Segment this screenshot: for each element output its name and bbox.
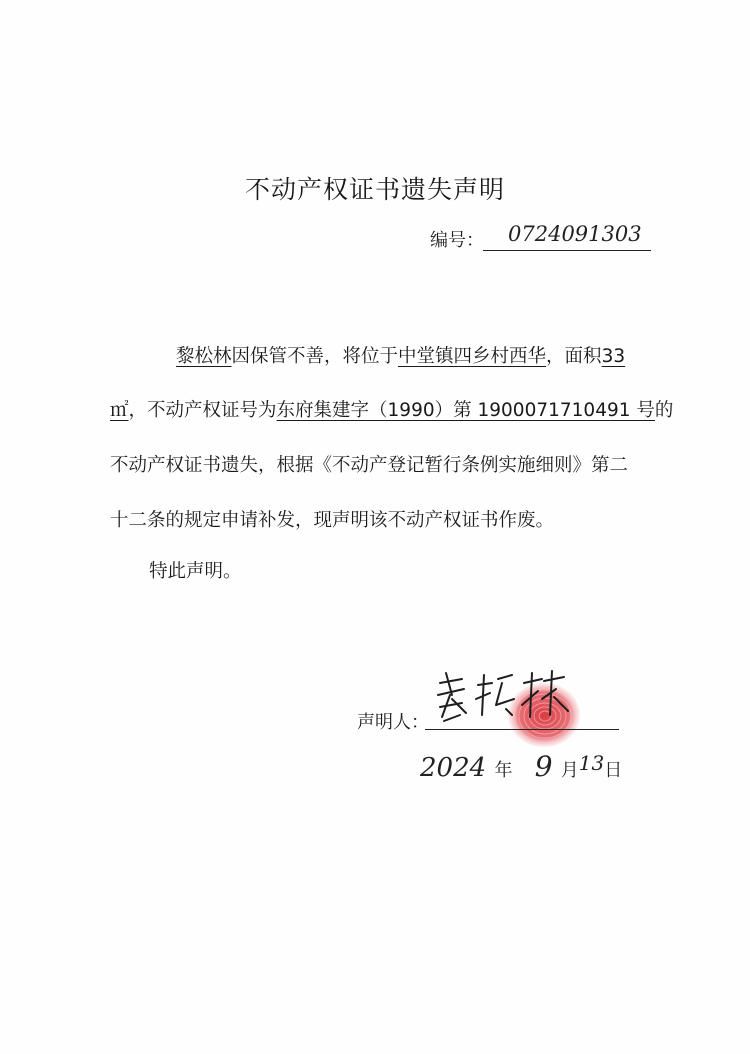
certificate-number: 东府集建字（1990）第 1900071710491 号 bbox=[276, 400, 655, 421]
declarant-label: 声明人： bbox=[357, 712, 429, 733]
date-year-unit: 年 bbox=[494, 760, 513, 781]
body-line-2 bbox=[110, 396, 673, 422]
body-text: 的 bbox=[654, 400, 674, 421]
property-area: 33 bbox=[601, 346, 626, 367]
serial-label: 编号： bbox=[430, 230, 484, 251]
owner-name: 黎松林 bbox=[176, 346, 232, 367]
serial-number: 0724091303 bbox=[508, 222, 642, 246]
date-year: 2024 bbox=[420, 753, 487, 783]
body-line-3: 不动产权证书遗失，根据《不动产登记暂行条例实施细则》第二 bbox=[110, 455, 629, 476]
body-text: ，不动产权证号为 bbox=[128, 400, 277, 421]
date-month: 9 bbox=[534, 750, 553, 783]
date-day-unit: 日 bbox=[604, 760, 623, 781]
area-unit: ㎡ bbox=[110, 400, 129, 421]
body-line-4: 十二条的规定申请补发，现声明该不动产权证书作废。 bbox=[110, 510, 555, 531]
declarant-underline bbox=[425, 729, 619, 730]
signature-mark bbox=[432, 665, 572, 735]
property-location: 中堂镇四乡村西华 bbox=[398, 346, 547, 367]
body-text: 因保管不善，将位于 bbox=[231, 346, 399, 367]
serial-underline bbox=[483, 250, 651, 251]
date-month-unit: 月 bbox=[560, 760, 579, 781]
closing-statement: 特此声明。 bbox=[149, 561, 242, 582]
body-text: ，面积 bbox=[546, 346, 602, 367]
date-day: 13 bbox=[578, 751, 605, 775]
body-line-1 bbox=[176, 342, 625, 368]
declaration-date bbox=[420, 750, 622, 783]
document-title: 不动产权证书遗失声明 bbox=[244, 175, 505, 204]
